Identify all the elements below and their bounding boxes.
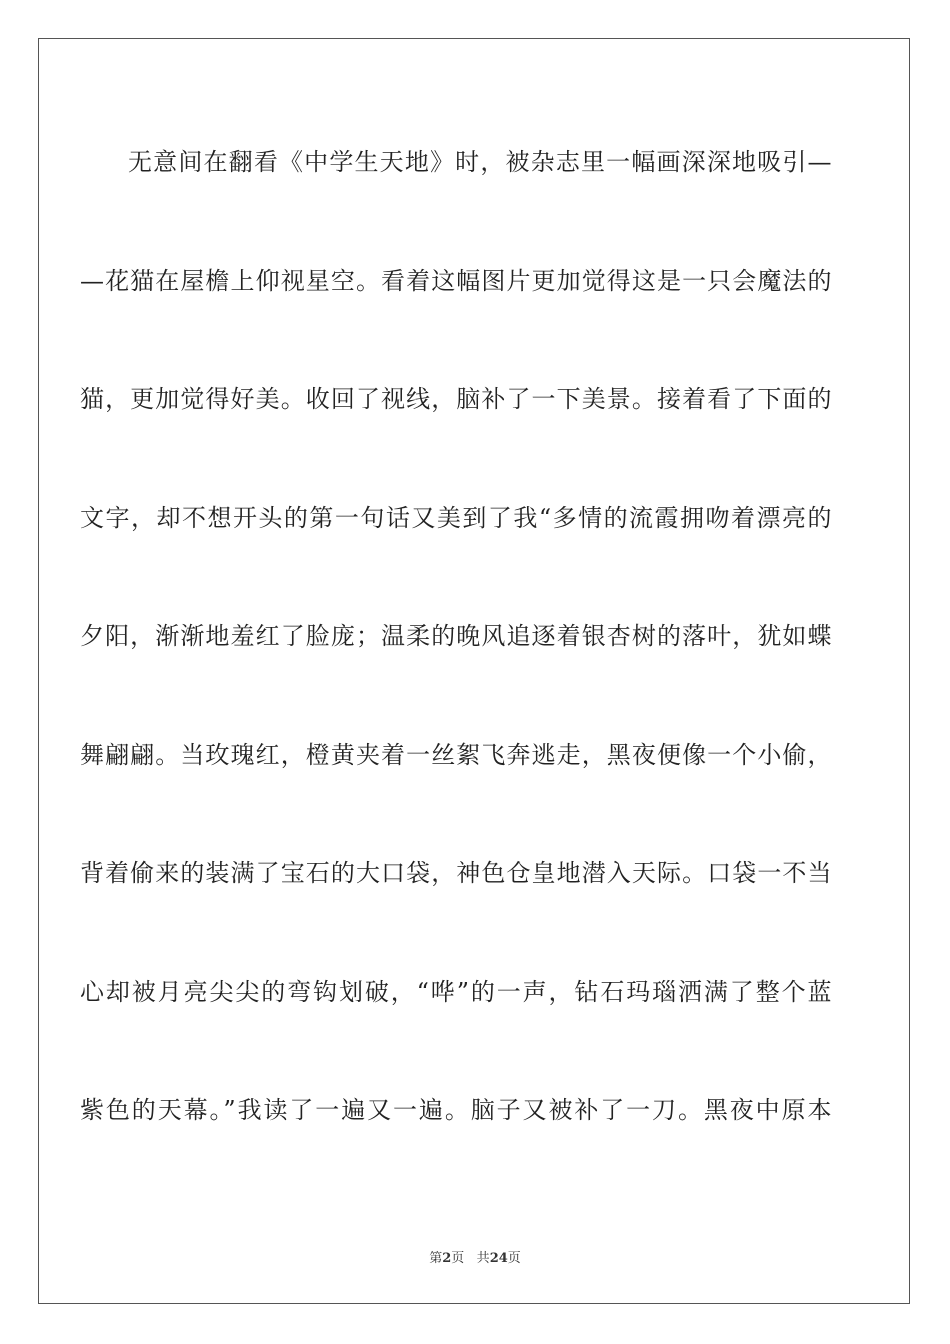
page-suffix: 页 — [451, 1251, 465, 1266]
text-line-6: 舞翩翩。当玫瑰红，橙黄夹着一丝絮飞奔逃走，黑夜便像一个小偷， — [80, 740, 832, 769]
page-number: 2 — [442, 1251, 452, 1266]
total-prefix: 共 — [476, 1251, 490, 1266]
total-suffix: 页 — [507, 1251, 521, 1266]
page-footer — [0, 1247, 950, 1266]
text-line-4: 文字，却不想开头的第一句话又美到了我“多情的流霞拥吻着漂亮的 — [80, 503, 832, 532]
text-line-2: —花猫在屋檐上仰视星空。看着这幅图片更加觉得这是一只会魔法的 — [80, 266, 832, 295]
page-prefix: 第 — [429, 1251, 443, 1266]
text-line-9: 紫色的天幕。”我读了一遍又一遍。脑子又被补了一刀。黑夜中原本 — [80, 1096, 832, 1124]
text-line-7: 背着偷来的装满了宝石的大口袋，神色仓皇地潜入天际。口袋一不当 — [80, 859, 832, 887]
text-line-8: 心却被月亮尖尖的弯钩划破，“哗”的一声，钻石玛瑙洒满了整个蓝 — [80, 977, 832, 1006]
text-line-3: 猫，更加觉得好美。收回了视线，脑补了一下美景。接着看了下面的 — [80, 385, 832, 413]
text-line-5: 夕阳，渐渐地羞红了脸庞；温柔的晚风追逐着银杏树的落叶，犹如蝶 — [80, 622, 832, 650]
total-pages: 24 — [489, 1251, 508, 1266]
body-text — [80, 103, 832, 1170]
text-line-1: 无意间在翻看《中学生天地》时，被杂志里一幅画深深地吸引— — [128, 148, 832, 176]
